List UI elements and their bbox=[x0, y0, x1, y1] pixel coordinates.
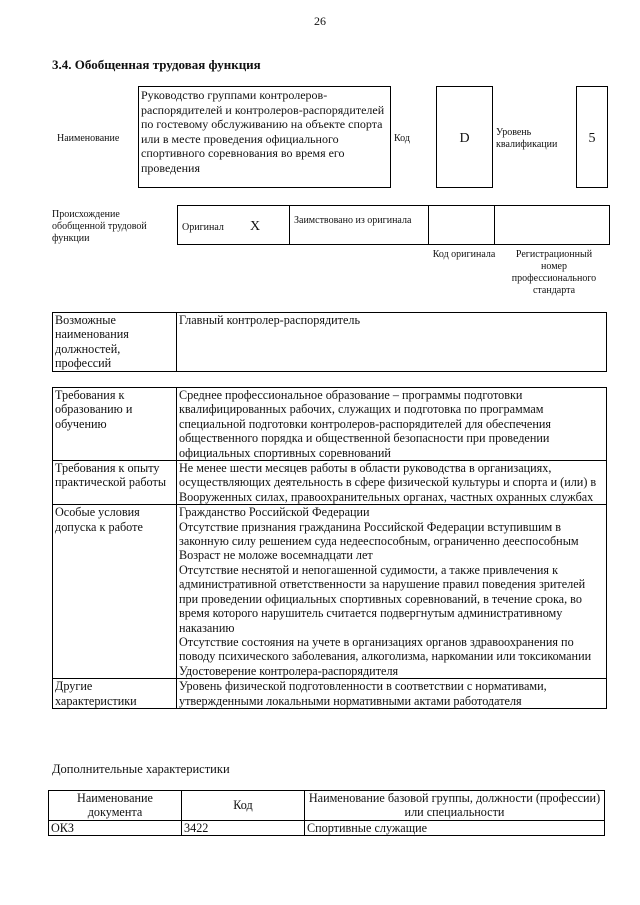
req-value bbox=[177, 505, 607, 679]
extra-table bbox=[48, 790, 605, 836]
requirements-table bbox=[52, 387, 607, 709]
reg-number-caption: Регистрационный номер профессионального стандарта bbox=[511, 249, 597, 296]
level-label: Уровень квалификации bbox=[496, 127, 558, 150]
section-title: 3.4. Обобщенная трудовая функция bbox=[52, 57, 261, 72]
code-label: Код bbox=[394, 133, 410, 144]
original-mark: X bbox=[250, 219, 261, 234]
req-label: Требования к опыту практической работы bbox=[53, 461, 177, 505]
divider bbox=[428, 206, 429, 244]
name-label: Наименование bbox=[57, 133, 120, 144]
req-line: Отсутствие неснятой и непогашенной судимости, а также привлечения к административной ответственности за нарушение правил поведения зрителей при проведении официальных спортивных соревнований, в течение срока, во время которого нарушитель считается подвергнутым административному наказанию bbox=[179, 562, 586, 635]
positions-table bbox=[52, 312, 607, 372]
origin-table bbox=[177, 205, 610, 245]
req-line: Отсутствие признания гражданина Российской Федерации вступившим в законную силу решением суда недееспособным, ограниченно дееспособным bbox=[179, 519, 579, 549]
origin-label: Происхождение обобщенной трудовой функции bbox=[52, 209, 147, 244]
req-line: Гражданство Российской Федерации bbox=[179, 505, 370, 520]
cell-group: Спортивные служащие bbox=[305, 820, 605, 835]
extra-title: Дополнительные характеристики bbox=[52, 762, 230, 776]
name-value: Руководство группами контролеров-распорядителей и контролеров-распорядителей по гостевому обслуживанию на объекте спорта или в месте проведения официального спортивного соревнования во время его проведения bbox=[138, 86, 391, 188]
table-row bbox=[53, 679, 607, 709]
page-number: 26 bbox=[314, 14, 326, 28]
header-code: Код bbox=[182, 791, 305, 821]
req-label: Особые условия допуска к работе bbox=[53, 505, 177, 679]
req-value bbox=[177, 679, 607, 709]
req-value bbox=[177, 461, 607, 505]
header-doc: Наименование документа bbox=[49, 791, 182, 821]
req-line: Отсутствие состояния на учете в организациях органов здравоохранения по поводу психического заболевания, алкоголизма, наркомании или токсикомании bbox=[179, 634, 592, 664]
level-box bbox=[576, 86, 608, 188]
table-row bbox=[53, 388, 607, 461]
req-line: Уровень физической подготовленности в соответствии с нормативами, утвержденными локальными нормативными актами работодателя bbox=[179, 679, 547, 708]
code-value: D bbox=[459, 131, 470, 146]
req-line: Удостоверение контролера-распорядителя bbox=[179, 663, 399, 678]
table-row bbox=[53, 461, 607, 505]
cell-code: 3422 bbox=[182, 820, 305, 835]
positions-label: Возможные наименования должностей, профессий bbox=[53, 313, 177, 372]
code-original-caption: Код оригинала bbox=[432, 249, 496, 260]
req-value bbox=[177, 388, 607, 461]
borrowed-label: Заимствовано из оригинала bbox=[294, 215, 412, 226]
req-label: Другие характеристики bbox=[53, 679, 177, 709]
header-group: Наименование базовой группы, должности (профессии) или специальности bbox=[305, 791, 605, 821]
original-label: Оригинал bbox=[182, 222, 224, 233]
req-line: Возраст не моложе восемнадцати лет bbox=[179, 548, 373, 563]
req-line: Не менее шести месяцев работы в области руководства в организациях, осуществляющих деятельность в сфере физической культуры и спорта и (или) в Вооруженных силах, правоохранительных органах, частных охранных службах bbox=[179, 461, 597, 504]
code-box bbox=[436, 86, 493, 188]
divider bbox=[289, 206, 290, 244]
positions-value: Главный контролер-распорядитель bbox=[177, 313, 607, 372]
req-line: Среднее профессиональное образование – программы подготовки квалифицированных рабочих, служащих и подготовка по программам специальной подготовки контролеров-распорядителей для обеспечения общественного порядка и общественной безопасности при проведении официальных спортивных соревнований bbox=[179, 388, 551, 460]
level-value: 5 bbox=[588, 131, 596, 146]
table-row bbox=[53, 505, 607, 679]
table-row bbox=[49, 820, 605, 835]
req-label: Требования к образованию и обучению bbox=[53, 388, 177, 461]
divider bbox=[494, 206, 495, 244]
cell-doc: ОКЗ bbox=[49, 820, 182, 835]
table-header-row bbox=[49, 791, 605, 821]
